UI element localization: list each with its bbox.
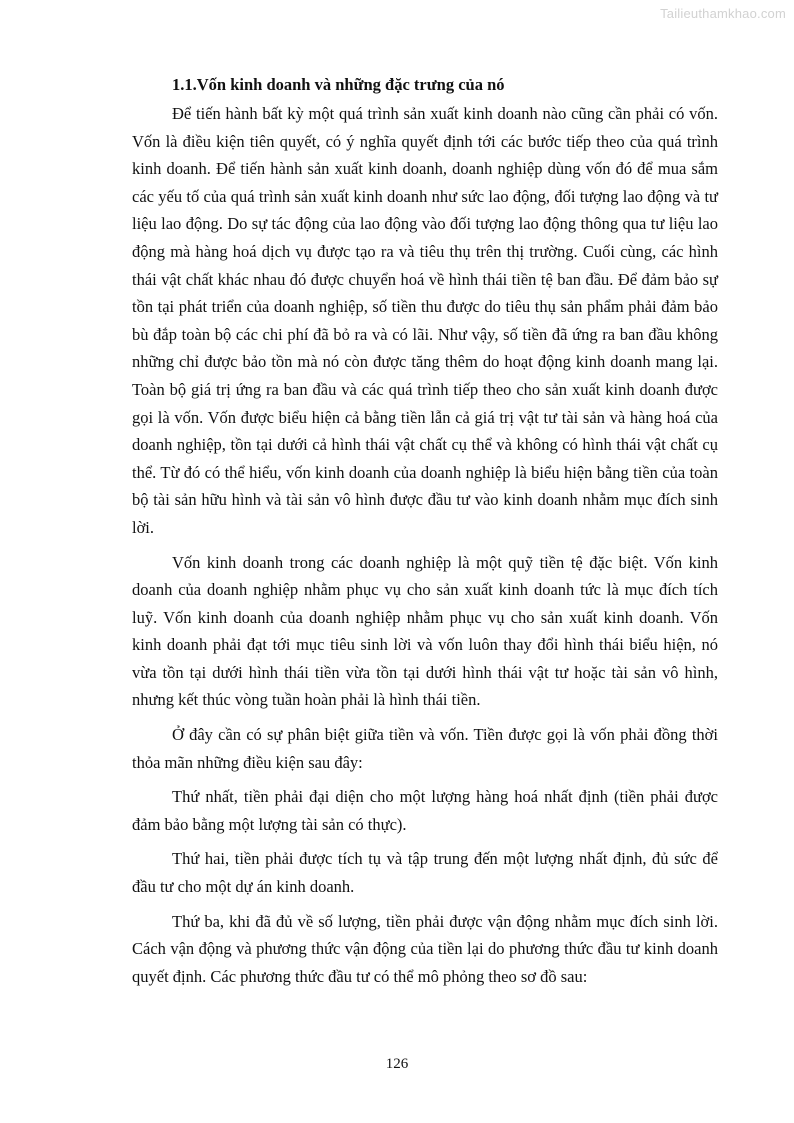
- paragraph-1: Để tiến hành bất kỳ một quá trình sản xuất kinh doanh nào cũng cần phải có vốn. Vốn là điều kiện tiên quyết, có ý nghĩa quyết định tới các bước tiếp theo của quá trình kinh doanh. Để tiến hành sản xuất kinh doanh, doanh nghiệp dùng vốn đó để mua sắm các yếu tố của quá trình sản xuất kinh doanh như sức lao động, đối tượng lao động và tư liệu lao động. Do sự tác động của lao động vào đối tượng lao động thông qua tư liệu lao động mà hàng hoá dịch vụ được tạo ra và tiêu thụ trên thị trường. Cuối cùng, các hình thái vật chất khác nhau đó được chuyển hoá về hình thái tiền tệ ban đầu. Để đảm bảo sự tồn tại phát triển của doanh nghiệp, số tiền thu được do tiêu thụ sản phẩm phải đảm bảo bù đắp toàn bộ các chi phí đã bỏ ra và có lãi. Như vậy, số tiền đã ứng ra ban đầu không những chỉ được bảo tồn mà nó còn được tăng thêm do hoạt động kinh doanh mang lại. Toàn bộ giá trị ứng ra ban đầu và các quá trình tiếp theo cho sản xuất kinh doanh được gọi là vốn. Vốn được biểu hiện cả bằng tiền lẫn cả giá trị vật tư tài sản và hàng hoá của doanh nghiệp, tồn tại dưới cả hình thái vật chất cụ thể và không có hình thái vật chất cụ thể. Từ đó có thể hiểu, vốn kinh doanh của doanh nghiệp là biểu hiện bằng tiền của toàn bộ tài sản hữu hình và tài sản vô hình được đầu tư vào kinh doanh nhằm mục đích sinh lời.: [132, 104, 718, 537]
- page-number: 126: [385, 1056, 409, 1072]
- document-body: [132, 74, 718, 997]
- paragraph-4: Thứ nhất, tiền phải đại diện cho một lượng hàng hoá nhất định (tiền phải được đảm bảo bằng một lượng tài sản có thực).: [132, 787, 718, 834]
- paragraph-3: Ở đây cần có sự phân biệt giữa tiền và vốn. Tiền được gọi là vốn phải đồng thời thỏa mãn những điều kiện sau đây:: [132, 725, 718, 772]
- paragraph-5: Thứ hai, tiền phải được tích tụ và tập trung đến một lượng nhất định, đủ sức để đầu tư cho một dự án kinh doanh.: [132, 849, 718, 897]
- watermark-text: Tailieuthamkhao.com: [660, 6, 786, 21]
- section-heading: 1.1.Vốn kinh doanh và những đặc trưng của nó: [172, 75, 505, 94]
- paragraph-6: Thứ ba, khi đã đủ về số lượng, tiền phải được vận động nhằm mục đích sinh lời. Cách vận động và phương thức vận động của tiền lại do phương thức đầu tư kinh doanh quyết định. Các phương thức đầu tư có thể mô phỏng theo sơ đồ sau:: [132, 911, 718, 986]
- paragraph-2: Vốn kinh doanh trong các doanh nghiệp là một quỹ tiền tệ đặc biệt. Vốn kinh doanh của doanh nghiệp nhằm phục vụ cho sản xuất kinh doanh tức là mục đích tích luỹ. Vốn kinh doanh của doanh nghiệp nhằm phục vụ cho sản xuất kinh doanh. Vốn kinh doanh phải đạt tới mục tiêu sinh lời và vốn luôn thay đổi hình thái biểu hiện, nó vừa tồn tại dưới hình thái tiền vừa tồn tại dưới hình thái vật tư hoặc tài sản vô hình, nhưng kết thúc vòng tuần hoàn phải là hình thái tiền.: [132, 552, 718, 710]
